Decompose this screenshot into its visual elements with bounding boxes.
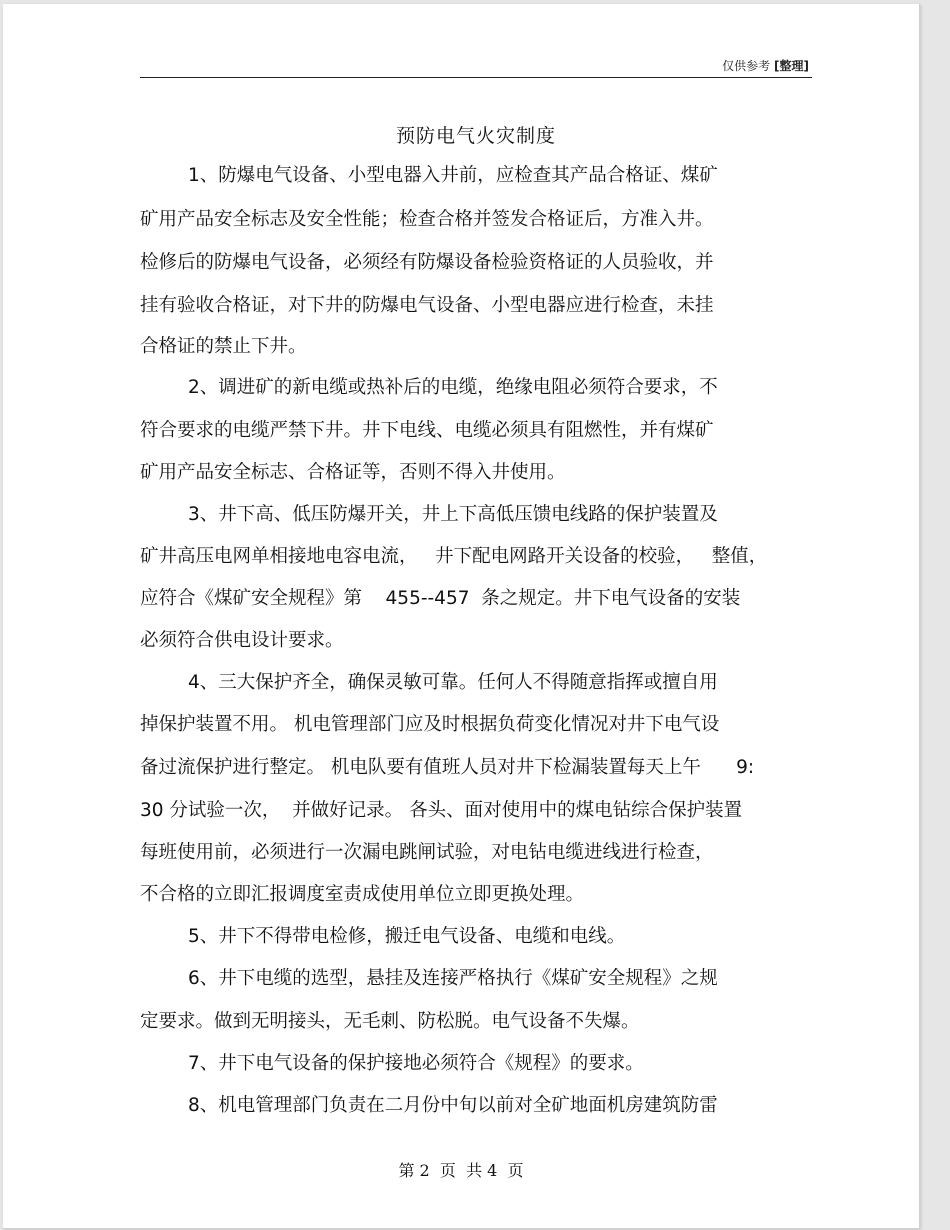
text-line: 矿井高压电网单相接地电容电流， 井下配电网路开关设备的校验， 整值， xyxy=(140,546,768,567)
text-line: 符合要求的电缆严禁下井。井下电线、电缆必须具有阻燃性，并有煤矿 xyxy=(140,420,714,441)
text-line: 掉保护装置不用。 机电管理部门应及时根据负荷变化情况对井下电气设 xyxy=(140,714,720,735)
text-line: 必须符合供电设计要求。 xyxy=(140,630,344,651)
document-page xyxy=(3,4,920,1229)
text-line: 3、井下高、低压防爆开关，井上下高低压馈电线路的保护装置及 xyxy=(188,504,718,525)
page-header xyxy=(722,57,809,74)
text-line: 检修后的防爆电气设备，必须经有防爆设备检验资格证的人员验收，并 xyxy=(140,252,714,273)
page-number: 第 2 页 共 4 页 xyxy=(398,1161,524,1180)
text-line: 5、井下不得带电检修，搬迁电气设备、电缆和电线。 xyxy=(188,926,626,947)
text-line: 每班使用前，必须进行一次漏电跳闸试验，对电钻电缆进线进行检查， xyxy=(140,842,714,863)
text-line: 1、防爆电气设备、小型电器入井前，应检查其产品合格证、煤矿 xyxy=(188,165,718,186)
text-line: 8、机电管理部门负责在二月份中旬以前对全矿地面机房建筑防雷 xyxy=(188,1095,718,1116)
header-divider xyxy=(140,77,812,78)
text-line: 4、三大保护齐全，确保灵敏可靠。任何人不得随意指挥或擅自用 xyxy=(188,672,718,693)
text-line: 矿用产品安全标志及安全性能；检查合格并签发合格证后，方准入井。 xyxy=(140,209,714,230)
text-line: 7、井下电气设备的保护接地必须符合《规程》的要求。 xyxy=(188,1053,644,1074)
header-prefix: 仅供参考 xyxy=(722,59,771,73)
text-line: 30 分试验一次， 并做好记录。 各头、面对使用中的煤电钻综合保护装置 xyxy=(140,800,743,821)
text-line: 应符合《煤矿安全规程》第 455--457 条之规定。井下电气设备的安装 xyxy=(140,588,741,609)
text-line: 定要求。做到无明接头，无毛刺、防松脱。电气设备不失爆。 xyxy=(140,1011,640,1032)
text-line: 备过流保护进行整定。 机电队要有值班人员对井下检漏装置每天上午 9: xyxy=(140,757,755,778)
text-line: 6、井下电缆的选型，悬挂及连接严格执行《煤矿安全规程》之规 xyxy=(188,968,718,989)
document-title: 预防电气火灾制度 xyxy=(395,125,556,147)
header-tag: [整理] xyxy=(774,59,809,73)
text-line: 矿用产品安全标志、合格证等，否则不得入井使用。 xyxy=(140,462,566,483)
text-line: 挂有验收合格证，对下井的防爆电气设备、小型电器应进行检查，未挂 xyxy=(140,295,714,316)
text-line: 合格证的禁止下井。 xyxy=(140,336,307,357)
text-line: 2、调进矿的新电缆或热补后的电缆，绝缘电阻必须符合要求，不 xyxy=(188,377,718,398)
text-line: 不合格的立即汇报调度室责成使用单位立即更换处理。 xyxy=(140,884,585,905)
